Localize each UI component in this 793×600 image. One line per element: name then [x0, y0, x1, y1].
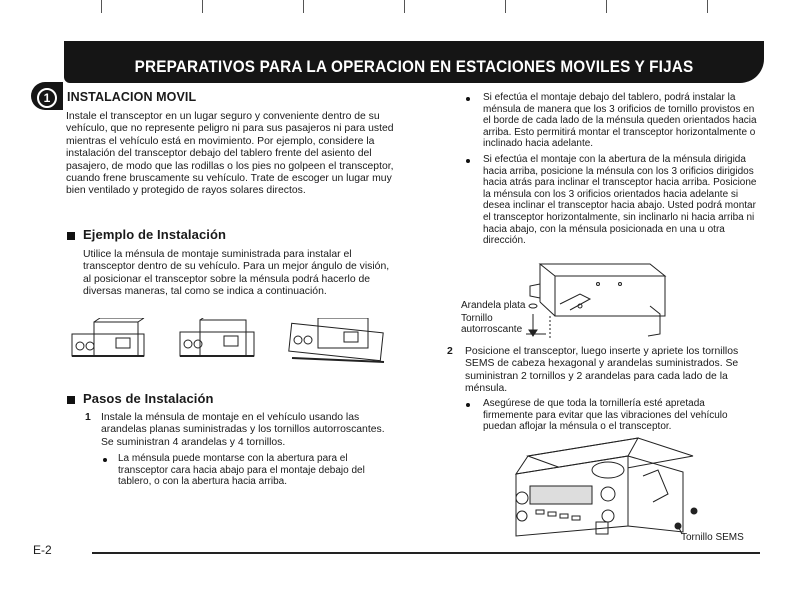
install-heading: INSTALACION MOVIL [67, 90, 197, 104]
page-number: E-2 [33, 543, 52, 557]
screw-label: Tornillo autorroscante [461, 313, 523, 335]
step2-text: Posicione el transceptor, luego inserte y apriete los tornillos SEMS de cabeza hexagonal y arandelas suministrados. Se suministran 2 tornillos y 2 arandelas para cada lado de la ménsula. [465, 346, 739, 395]
page-banner [64, 41, 764, 83]
mounting-examples-illustration [70, 318, 390, 364]
sems-screw-label: Tornillo SEMS [681, 532, 744, 543]
example-tilted-down [289, 318, 384, 362]
step2-number: 2 [447, 346, 453, 357]
washer-label: Arandela plata [461, 300, 526, 311]
section-badge [31, 82, 63, 110]
example-horizontal [72, 318, 144, 356]
step1-text: Instale la ménsula de montaje en el vehículo usando las arandelas planas suministradas y los tornillos autorroscantes. Se suministran 4 arandelas y 4 tornillos. [101, 412, 385, 448]
square-bullet-icon [67, 396, 75, 404]
bullet-dot-icon [103, 458, 107, 462]
screw-leader-line [526, 322, 548, 336]
banner-title: PREPARATIVOS PARA LA OPERACION EN ESTACIONES MOVILES Y FIJAS [134, 57, 694, 76]
steps-heading: Pasos de Instalación [67, 391, 214, 406]
square-bullet-icon [67, 232, 75, 240]
footer-rule [92, 552, 760, 554]
top-tick-marks [0, 0, 793, 14]
transceiver-illustration [508, 436, 708, 542]
bullet-dot-icon [466, 97, 470, 101]
right-bullet-1: Si efectúa el montaje debajo del tablero, podrá instalar la ménsula de manera que los 3 orificios de tornillo provistos en el borde de cada lado de la ménsula queden orientados hacia arriba. Esto permitirá montar el transceptor horizontalmente o inclinado hacia adelante. [483, 92, 757, 150]
right-bullet-2: Si efectúa el montaje con la abertura de la ménsula dirigida hacia arriba, posicione la ménsula con los 3 orificios dirigidos hacia atrás para inclinar el transceptor hacia arriba. Posicione la ménsula con los 3 orificios orientados hacia adelante si desea inclinar el transceptor hacia abajo. Usted podrá montar el transceptor horizontalmente, sin inclinarlo ni hacia arriba ni hacia abajo, con la ménsula posicionada en una u otra dirección. [483, 154, 757, 247]
step1-bullet: La ménsula puede montarse con la abertura para el transceptor cara hacia abajo para el montaje debajo del tablero, o con la abertura hacia arriba. [118, 453, 365, 488]
bullet-dot-icon [466, 403, 470, 407]
section-number: 1 [37, 88, 57, 108]
example-heading: Ejemplo de Instalación [67, 227, 226, 242]
example-text: Utilice la ménsula de montaje suministrada para instalar el transceptor dentro de su vehículo. Para un mejor ángulo de visión, al posicionar el transceptor sobre la ménsula podrá hacerlo de diversas maneras, tal como se indica a continuación. [83, 249, 390, 298]
bullet-dot-icon [466, 159, 470, 163]
install-intro: Instale el transceptor en un lugar seguro y conveniente dentro de su vehículo, que no represente peligro ni para sus pasajeros ni para usted mientras el vehículo está en movimiento. Por ejemplo, considere la instalación del transceptor debajo del tablero frente del asiento del pasajero, de modo que las rodillas o los pies no golpeen el transceptor, cuando frene bruscamente su vehículo. Trate de escoger un lugar muy bien ventilado y protegido de rayos solares directos. [66, 111, 394, 197]
step2-bullet: Asegúrese de que toda la tornillería esté apretada firmemente para evitar que las vibraciones del vehículo puedan aflojar la ménsula o el transceptor. [483, 398, 728, 433]
step1-number: 1 [85, 412, 91, 423]
example-tilted-up [180, 318, 254, 356]
